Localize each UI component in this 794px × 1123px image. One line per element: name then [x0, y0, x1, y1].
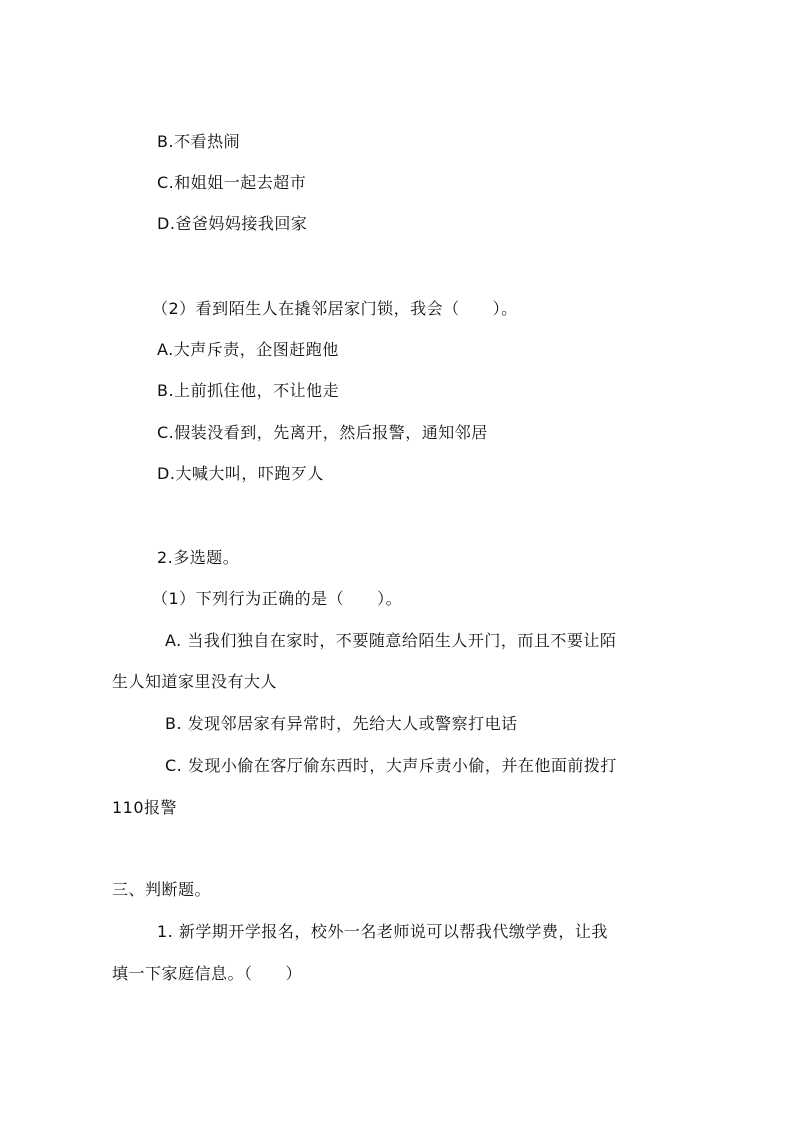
q2-option-c: C.假装没看到，先离开，然后报警，通知邻居 [157, 423, 488, 442]
multi-q1-option-c-line1: C. 发现小偷在客厅偷东西时，大声斥责小偷，并在他面前拨打 [165, 756, 617, 775]
multi-q1-option-c-line2: 110报警 [112, 798, 178, 817]
judge-section-heading: 三、判断题。 [112, 880, 212, 899]
q2-option-b: B.上前抓住他，不让他走 [157, 381, 340, 400]
q1-option-c: C.和姐姐一起去超市 [157, 173, 307, 192]
multi-q1-stem: （1）下列行为正确的是（ ）。 [152, 589, 403, 608]
multi-choice-heading: 2.多选题。 [157, 548, 240, 567]
q2-option-d: D.大喊大叫，吓跑歹人 [157, 464, 324, 483]
q2-stem: （2）看到陌生人在撬邻居家门锁，我会（ ）。 [152, 299, 518, 318]
q1-option-b: B.不看热闹 [157, 132, 241, 151]
q2-option-a: A.大声斥责，企图赶跑他 [157, 340, 339, 359]
q1-option-d: D.爸爸妈妈接我回家 [157, 214, 308, 233]
multi-q1-option-b: B. 发现邻居家有异常时，先给大人或警察打电话 [165, 714, 518, 733]
multi-q1-option-a-line2: 生人知道家里没有大人 [112, 672, 278, 691]
judge-q1-line1: 1. 新学期开学报名，校外一名老师说可以帮我代缴学费，让我 [157, 922, 608, 941]
judge-q1-line2: 填一下家庭信息。（ ） [112, 964, 303, 983]
multi-q1-option-a-line1: A. 当我们独自在家时，不要随意给陌生人开门，而且不要让陌 [165, 631, 617, 650]
